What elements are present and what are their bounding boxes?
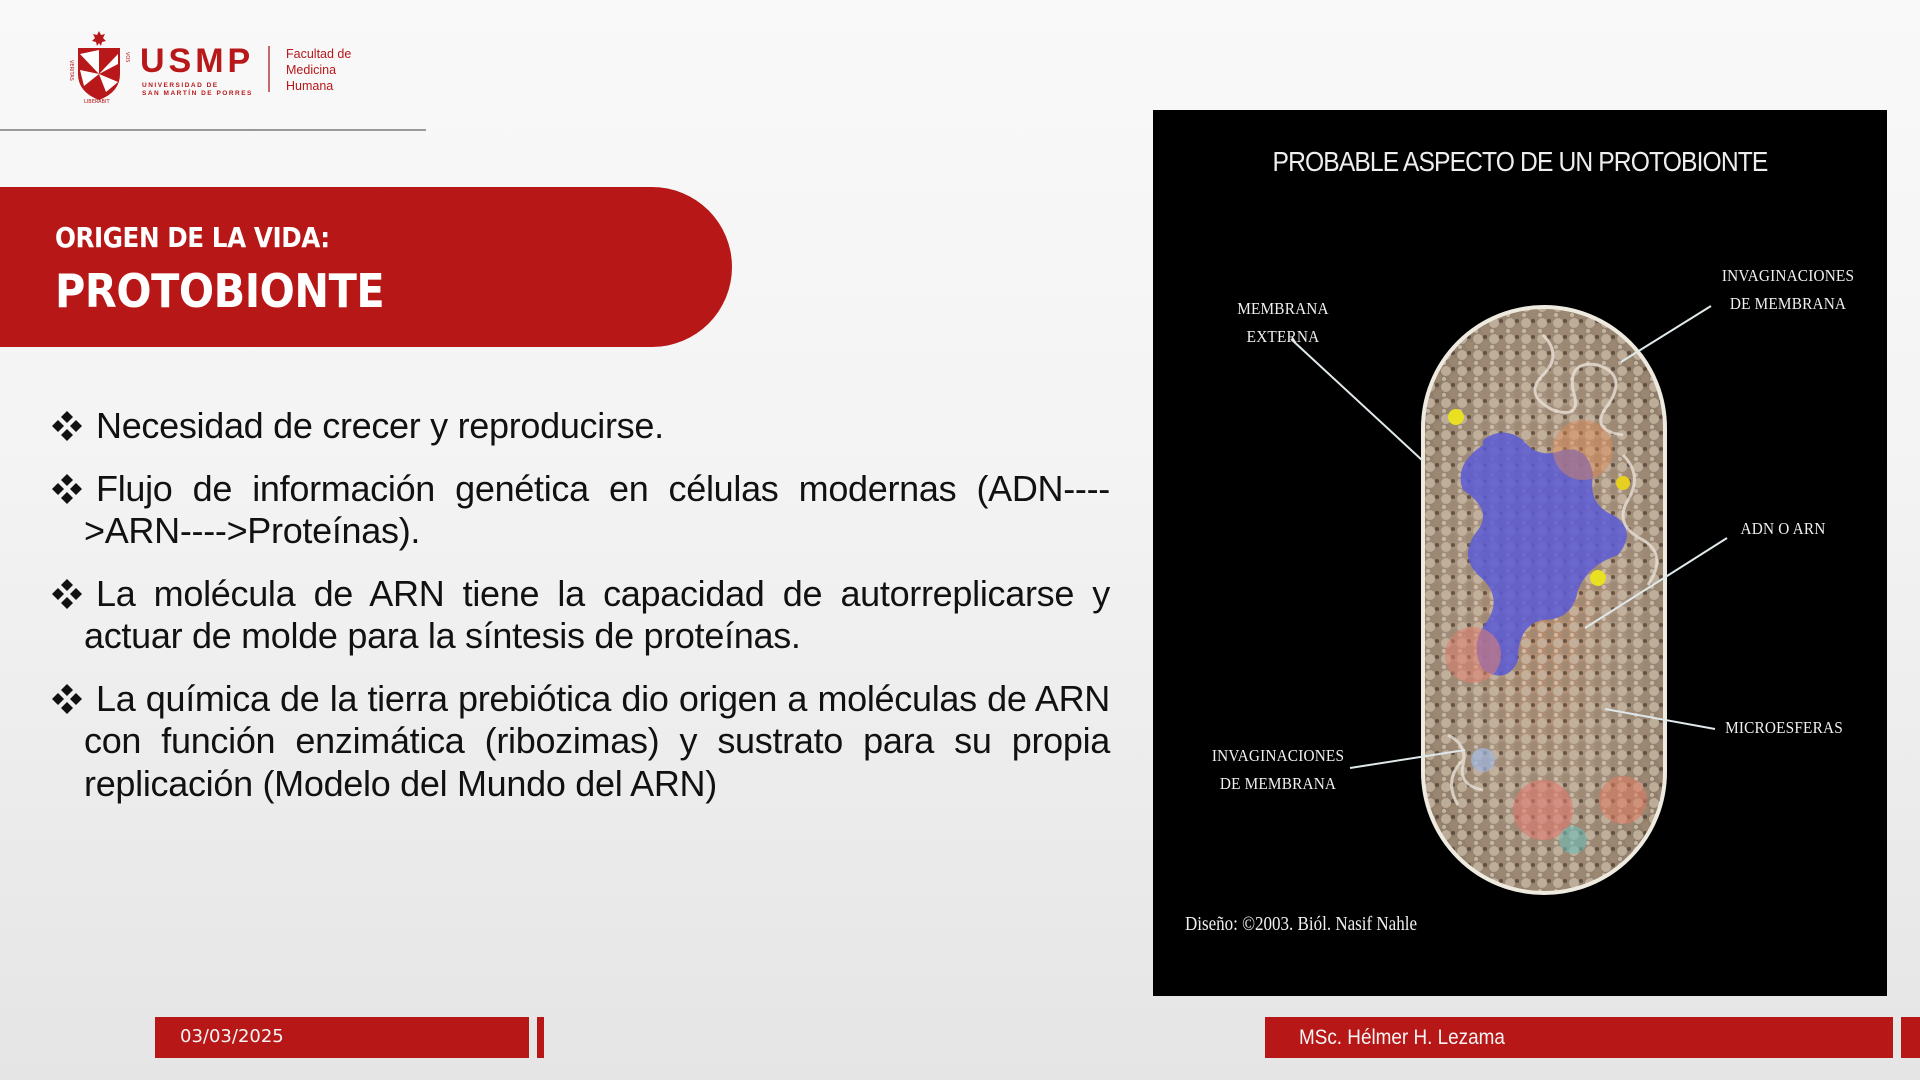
figure-credit: Diseño: ©2003. Biól. Nasif Nahle <box>1185 913 1418 935</box>
label-adn-arn: ADN O ARN <box>1740 519 1826 538</box>
svg-text:VOS: VOS <box>124 52 130 63</box>
bullet-text: Flujo de información genética en células modernas (ADN---->ARN---->Proteínas). <box>84 467 1110 551</box>
svg-text:LIBERABIT: LIBERABIT <box>84 99 110 104</box>
bullet-text: Necesidad de crecer y reproducirse. <box>96 405 664 446</box>
usmp-logo <box>64 30 394 105</box>
slide-title: PROTOBIONTE <box>55 264 385 318</box>
header-divider <box>0 129 426 131</box>
label-membrana-externa: MEMBRANA EXTERNA <box>1237 299 1329 346</box>
bullet-list <box>50 405 1110 825</box>
svg-text:VERITAS: VERITAS <box>68 60 74 81</box>
label-invaginaciones-top: INVAGINACIONES DE MEMBRANA <box>1721 266 1855 313</box>
faculty-name <box>286 46 351 94</box>
footer-date-accent <box>537 1017 544 1058</box>
university-name-line1: UNIVERSIDAD DE <box>142 82 219 89</box>
pointer-membrana-externa <box>1291 339 1423 461</box>
diamond-bullet-icon <box>50 472 84 506</box>
faculty-line3: Humana <box>286 79 334 93</box>
bullet-text: La molécula de ARN tiene la capacidad de autorreplicarse y actuar de molde para la síntesis de proteínas. <box>84 572 1110 656</box>
logo-divider <box>268 46 270 92</box>
slide-kicker: ORIGEN DE LA VIDA: <box>55 221 330 254</box>
usmp-wordmark: USMP <box>140 42 255 80</box>
faculty-line1: Facultad de <box>286 47 352 61</box>
footer-author-accent <box>1901 1017 1920 1058</box>
footer-date-bar <box>155 1017 529 1058</box>
diamond-bullet-icon <box>50 682 84 716</box>
figure-title: PROBABLE ASPECTO DE UN PROTOBIONTE <box>1272 146 1768 177</box>
footer-date: 03/03/2025 <box>180 1026 284 1047</box>
usmp-shield-icon <box>66 30 132 104</box>
footer-author-bar <box>1265 1017 1893 1058</box>
bullet-item <box>50 405 1110 448</box>
label-invaginaciones-bottom: INVAGINACIONES DE MEMBRANA <box>1211 746 1345 793</box>
bullet-item <box>50 678 1110 806</box>
faculty-line2: Medicina <box>286 63 337 77</box>
label-microesferas: MICROESFERAS <box>1725 718 1843 737</box>
university-name-line2: SAN MARTÍN DE PORRES <box>142 90 253 97</box>
bullet-item <box>50 468 1110 553</box>
protobiont-cell-illustration <box>1153 110 1887 996</box>
diamond-bullet-icon <box>50 577 84 611</box>
university-name <box>142 82 253 98</box>
pointer-invaginaciones-top <box>1621 306 1711 362</box>
protobiont-figure <box>1153 110 1887 996</box>
title-banner <box>0 187 732 347</box>
bullet-item <box>50 573 1110 658</box>
diamond-bullet-icon <box>50 409 84 443</box>
footer-author: MSc. Hélmer H. Lezama <box>1299 1026 1505 1049</box>
bullet-text: La química de la tierra prebiótica dio origen a moléculas de ARN con función enzimática (ribozimas) y sustrato para su propia replicación (Modelo del Mundo del ARN) <box>84 677 1110 804</box>
